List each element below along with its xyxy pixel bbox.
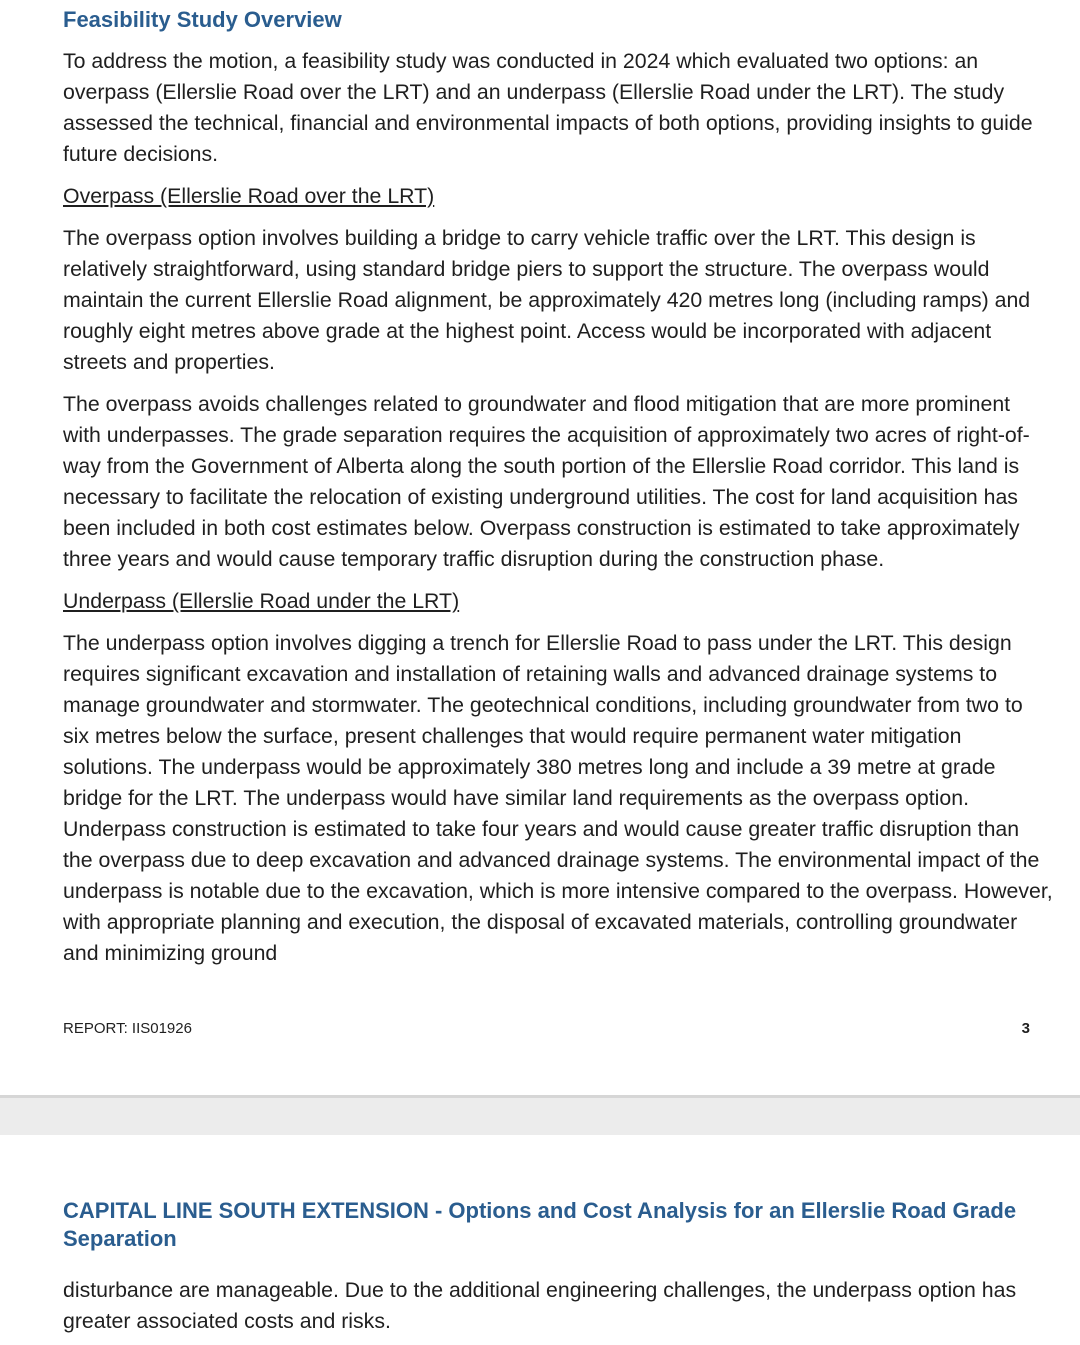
underpass-subheading: Underpass (Ellerslie Road under the LRT): [63, 589, 460, 613]
overpass-paragraph-2: The overpass avoids challenges related to groundwater and flood mitigation that are more prominent with underpasses. The grade separation requires the acquisition of approximately two acres of right-of-way from the Government of Alberta along the south portion of the Ellerslie Road corridor. This land is necessary to facilitate the relocation of existing underground utilities. The cost for land acquisition has been included in both cost estimates below. Overpass construction is estimated to take approximately three years and would cause temporary traffic disruption during the construction phase.: [63, 392, 1030, 571]
intro-paragraph: To address the motion, a feasibility study was conducted in 2024 which evaluated two options: an overpass (Ellerslie Road over the LRT) and an underpass (Ellerslie Road under the LRT). The study assessed the technical, financial and environmental impacts of both options, providing insights to guide future decisions.: [63, 49, 1033, 166]
underpass-paragraph: The underpass option involves digging a trench for Ellerslie Road to pass under the LRT. This design requires significant excavation and installation of retaining walls and advanced drainage systems to manage groundwater and stormwater. The geotechnical conditions, including groundwater from two to six metres below the surface, present challenges that would require permanent water mitigation solutions. The underpass would be approximately 380 metres long and include a 39 metre at grade bridge for the LRT. The underpass would have similar land requirements as the overpass option. Underpass construction is estimated to take four years and would cause greater traffic disruption than the overpass due to deep excavation and advanced drainage systems. The environmental impact of the underpass is notable due to the excavation, which is more intensive compared to the overpass. However, with appropriate planning and execution, the disposal of excavated materials, controlling groundwater and minimizing ground: [63, 631, 1053, 965]
running-header: CAPITAL LINE SOUTH EXTENSION - Options and Cost Analysis for an Ellerslie Road Grade Separation: [63, 1198, 1017, 1251]
page-separator: [0, 1095, 1080, 1135]
page-footer: [63, 1020, 1030, 1037]
section-heading: Feasibility Study Overview: [63, 7, 342, 32]
page-number: 3: [1021, 1020, 1030, 1037]
report-number: REPORT: IIS01926: [63, 1020, 192, 1037]
document-page-4: [0, 1135, 1080, 1345]
continued-paragraph: disturbance are manageable. Due to the additional engineering challenges, the underpass option has greater associated costs and risks.: [63, 1278, 1017, 1333]
page-content: [63, 4, 1053, 980]
overpass-paragraph-1: The overpass option involves building a bridge to carry vehicle traffic over the LRT. This design is relatively straightforward, using standard bridge piers to support the structure. The overpass would maintain the current Ellerslie Road alignment, be approximately 420 metres long (including ramps) and roughly eight metres above grade at the highest point. Access would be incorporated with adjacent streets and properties.: [63, 226, 1031, 374]
overpass-subheading: Overpass (Ellerslie Road over the LRT): [63, 184, 435, 208]
